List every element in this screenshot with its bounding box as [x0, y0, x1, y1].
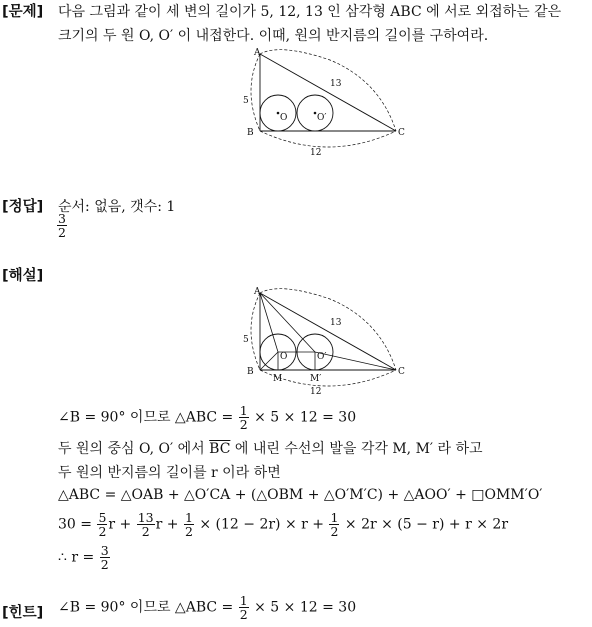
solution-line1: ∠B = 90° 이므로 △ABC = $\frac{1}{2}$ × 5 × 12 = 30 [58, 403, 357, 433]
hint-line: ∠B = 90° 이므로 △ABC = $\frac{1}{2}$ × 5 × 12 = 30 [58, 593, 357, 623]
fig2-side-5: 5 [243, 335, 249, 345]
fig2-label-m: M [273, 374, 283, 384]
fig1-label-a: A [254, 48, 261, 58]
solution-line2: 두 원의 중심 O, O′ 에서 $\overline{BC}$ 에 내린 수선의 발을 각각 M, M′ 라 하고 [58, 441, 483, 457]
fig2-label-c: C [398, 367, 405, 377]
solution-line3: 두 원의 반지름의 길이를 r 이라 하면 [58, 465, 281, 481]
hint-label: [힌트] [2, 605, 44, 621]
fig2-label-b: B [247, 367, 254, 377]
solution-line6: ∴ r = $\frac{3}{2}$ [58, 543, 109, 573]
fig1-label-o-prime: O′ [317, 113, 327, 123]
problem-text-line1: 다음 그림과 같이 세 변의 길이가 5, 12, 13 인 삼각형 ABC 에 서로 외접하는 같은 [58, 4, 562, 20]
fig2-side-13: 13 [330, 318, 342, 328]
fig2-label-a: A [254, 287, 261, 297]
fig1-side-5: 5 [243, 96, 249, 106]
triangle-figure-2 [240, 284, 420, 402]
solution-line4: △ABC = △OAB + △O′CA + (△OBM + △O′M′C) + △AOO′ + □OMM′O′ [58, 487, 543, 503]
fig1-side-12: 12 [310, 148, 322, 158]
triangle-figure-1 [240, 45, 420, 163]
problem-label: [문제] [2, 4, 44, 20]
solution-line5: 30 = $\frac{5}{2}$ r + $\frac{13}{2}$ r + $\frac{1}{2}$ × (12 − 2r) × r + $\frac{1}{2}$ × 2r × (5 − r) + r × 2r [58, 510, 509, 540]
fig1-label-o: O [280, 113, 288, 123]
fig2-label-o: O [280, 352, 288, 362]
fig1-label-b: B [247, 128, 254, 138]
answer-meta: 순서: 없음, 갯수: 1 [58, 199, 176, 215]
fig2-label-o-prime: O′ [317, 352, 327, 362]
fig2-side-12: 12 [310, 387, 322, 397]
answer-value: $\frac{3}{2}$ [58, 211, 66, 241]
fig1-label-c: C [398, 128, 405, 138]
fig1-side-13: 13 [330, 79, 342, 89]
solution-label: [해설] [2, 268, 44, 284]
fig2-label-m-prime: M′ [310, 374, 322, 384]
problem-text-line2: 크기의 두 원 O, O′ 이 내접한다. 이때, 원의 반지름의 길이를 구하여라. [58, 28, 489, 44]
answer-label: [정답] [2, 199, 44, 215]
